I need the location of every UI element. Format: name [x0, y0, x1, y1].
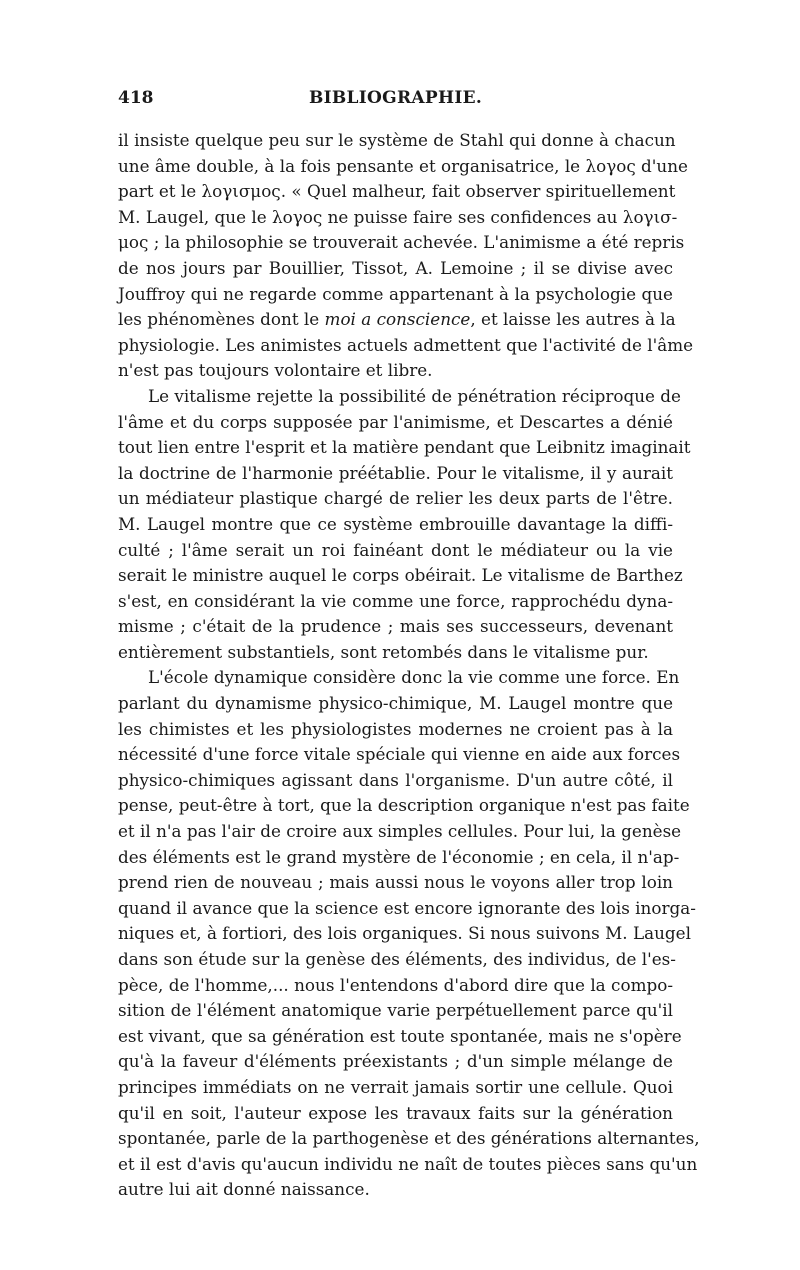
running-title: BIBLIOGRAPHIE. [308, 88, 483, 108]
text-line: les phénomènes dont le moi a conscience, et laisse les autres à la [118, 309, 676, 330]
text-line: et il est d'avis qu'aucun individu ne naît de toutes pièces sans qu'un [118, 1153, 698, 1174]
text-line: dans son étude sur la genèse des éléments, des individus, de l'es- [118, 949, 676, 969]
text-line: parlant du dynamisme physico-chimique, M. Laugel montre que [118, 693, 673, 714]
text-line: μος ; la philosophie se trouverait achevée. L'animisme a été repris [118, 232, 685, 253]
text-line: nécessité d'une force vitale spéciale qui vienne en aide aux forces [118, 744, 681, 765]
text-line: prend rien de nouveau ; mais aussi nous le voyons aller trop loin [118, 872, 673, 893]
text-line: est vivant, que sa génération est toute spontanée, mais ne s'opère [118, 1025, 682, 1046]
text-line: tout lien entre l'esprit et la matière pendant que Leibnitz imaginait [118, 437, 691, 458]
text-line: de nos jours par Bouillier, Tissot, A. Lemoine ; il se divise avec [118, 257, 673, 278]
text-line: misme ; c'était de la prudence ; mais ses successeurs, devenant [118, 616, 673, 637]
text-line: pèce, de l'homme,... nous l'entendons d'abord dire que la compo- [118, 974, 673, 995]
running-header [118, 88, 673, 114]
text-line: des éléments est le grand mystère de l'économie ; en cela, il n'ap- [118, 846, 680, 867]
text-line: un médiateur plastique chargé de relier les deux parts de l'être. [118, 488, 673, 509]
text-line: physico-chimiques agissant dans l'organisme. D'un autre côté, il [118, 769, 673, 790]
text-line: spontanée, parle de la parthogenèse et des générations alternantes, [118, 1128, 700, 1149]
text-line: physiologie. Les animistes actuels admettent que l'activité de l'âme [118, 334, 694, 355]
text-line: Jouffroy qui ne regarde comme appartenant à la psychologie que [118, 283, 673, 304]
text-line: serait le ministre auquel le corps obéirait. Le vitalisme de Barthez [118, 565, 683, 586]
text-line: L'école dynamique considère donc la vie comme une force. En [148, 667, 680, 688]
page-number: 418 [118, 88, 154, 108]
text-line: part et le λογισμος. « Quel malheur, fait observer spirituellement [118, 181, 676, 202]
text-line: quand il avance que la science est encore ignorante des lois inorga- [118, 897, 696, 918]
text-line: sition de l'élément anatomique varie perpétuellement parce qu'il [118, 1000, 673, 1021]
text-line: s'est, en considérant la vie comme une force, rapprochédu dyna- [118, 590, 673, 611]
text-line: qu'à la faveur d'éléments préexistants ; d'un simple mélange de [118, 1051, 673, 1072]
text-line: M. Laugel montre que ce système embrouille davantage la diffi- [118, 513, 673, 534]
text-line: entièrement substantiels, sont retombés dans le vitalisme pur. [118, 641, 649, 662]
text-line: une âme double, à la fois pensante et organisatrice, le λογος d'une [118, 155, 688, 176]
text-line: principes immédiats on ne verrait jamais sortir une cellule. Quoi [118, 1076, 673, 1097]
text-line: culté ; l'âme serait un roi fainéant dont le médiateur ou la vie [118, 539, 673, 560]
text-line: niques et, à fortiori, des lois organiques. Si nous suivons M. Laugel [118, 923, 691, 944]
text-line: Le vitalisme rejette la possibilité de pénétration réciproque de [148, 385, 681, 406]
text-line: il insiste quelque peu sur le système de Stahl qui donne à chacun [118, 130, 676, 150]
text-line: pense, peut-être à tort, que la description organique n'est pas faite [118, 795, 690, 816]
body-text [118, 128, 700, 1203]
text-line: les chimistes et les physiologistes modernes ne croient pas à la [118, 718, 673, 739]
text-line: n'est pas toujours volontaire et libre. [118, 360, 433, 381]
text-line: l'âme et du corps supposée par l'animisme, et Descartes a dénié [118, 411, 673, 432]
text-line: et il n'a pas l'air de croire aux simples cellules. Pour lui, la genèse [118, 821, 682, 842]
text-line: qu'il en soit, l'auteur expose les travaux faits sur la génération [118, 1102, 673, 1123]
text-line: la doctrine de l'harmonie préétablie. Pour le vitalisme, il y aurait [118, 462, 673, 483]
text-line: autre lui ait donné naissance. [118, 1179, 370, 1200]
text-line: M. Laugel, que le λογος ne puisse faire ses confidences au λογισ- [118, 206, 678, 227]
italic-phrase: moi a conscience [324, 309, 471, 330]
